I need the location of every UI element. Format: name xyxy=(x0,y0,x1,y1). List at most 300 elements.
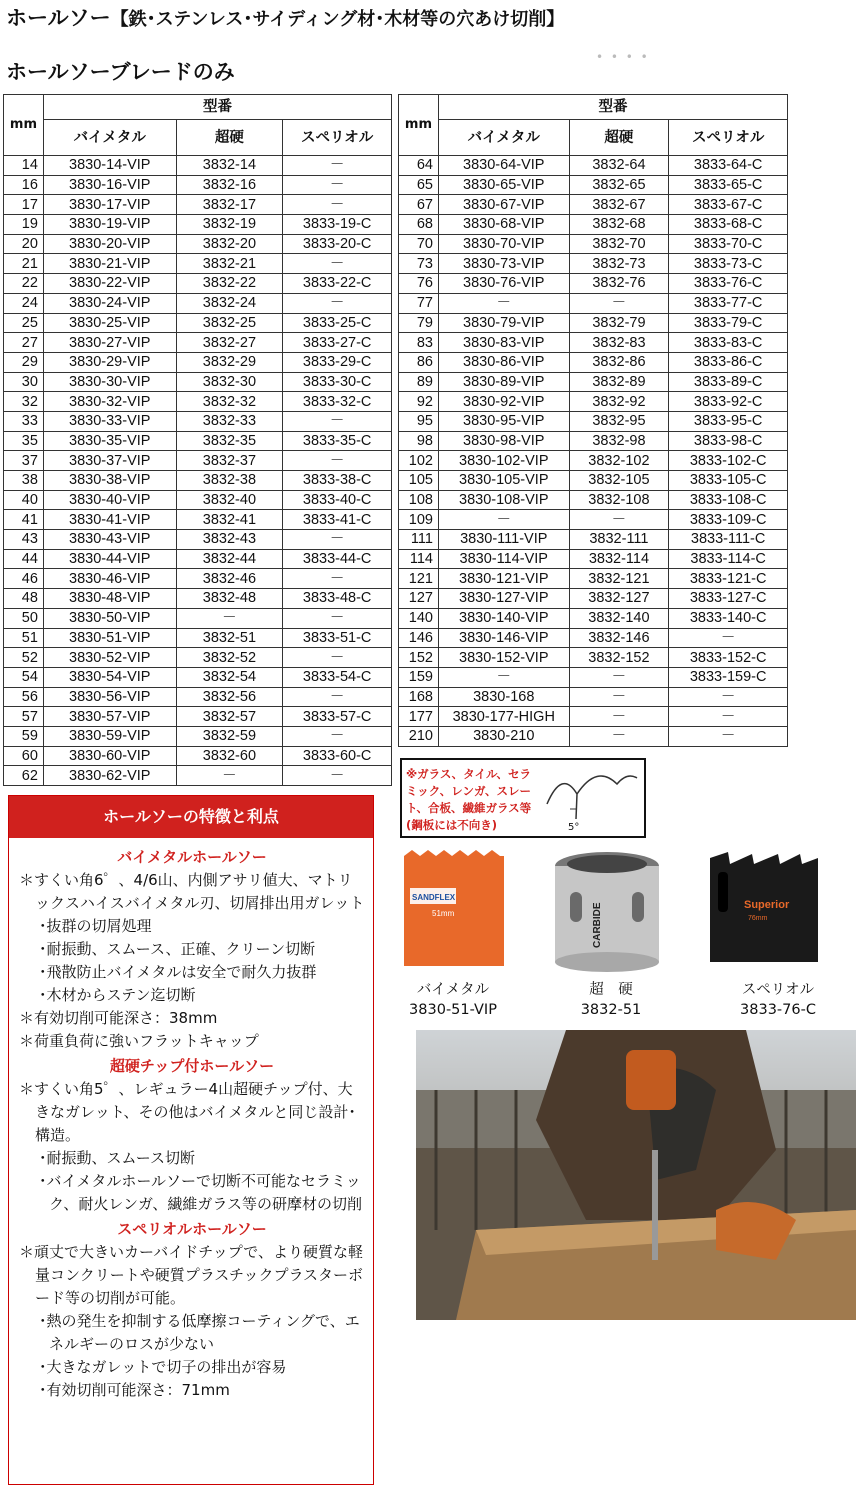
features-box xyxy=(8,795,374,1485)
cell-mm: 62 xyxy=(4,766,44,786)
spec-table-left xyxy=(3,94,392,786)
spec-table-right xyxy=(398,94,788,747)
product-label-bimetal xyxy=(398,980,508,1020)
superior-holesaw-image xyxy=(708,848,820,968)
cell-superior: － xyxy=(283,293,392,313)
cell-mm: 50 xyxy=(4,608,44,628)
cell-carbide: 3832-73 xyxy=(569,254,669,274)
cell-superior: 3833-38-C xyxy=(283,471,392,491)
table-row xyxy=(399,156,788,176)
cell-carbide: 3832-19 xyxy=(176,215,283,235)
cell-bimetal: 3830-30-VIP xyxy=(43,372,176,392)
table-row xyxy=(399,333,788,353)
table-row xyxy=(399,293,788,313)
cell-carbide: 3832-51 xyxy=(176,628,283,648)
table-row xyxy=(399,274,788,294)
cell-bimetal: 3830-92-VIP xyxy=(438,392,569,412)
feature-detail: ･熱の発生を抑制する低摩擦コーティングで、エネルギーのロスが少ない xyxy=(39,1312,360,1353)
cell-carbide: 3832-86 xyxy=(569,352,669,372)
table-row xyxy=(399,215,788,235)
bimetal-holesaw-image xyxy=(402,848,506,968)
table-row xyxy=(4,707,392,727)
feature-detail: ･抜群の切屑処理 xyxy=(39,917,152,935)
cell-superior: 3833-51-C xyxy=(283,628,392,648)
cell-bimetal: 3830-121-VIP xyxy=(438,569,569,589)
title-main: ホールソー xyxy=(6,6,111,30)
table-row xyxy=(399,451,788,471)
cell-carbide: 3832-54 xyxy=(176,667,283,687)
cell-carbide: 3832-38 xyxy=(176,471,283,491)
bimetal-title: バイメタルホールソー xyxy=(117,848,267,866)
cell-mm: 22 xyxy=(4,274,44,294)
cell-mm: 24 xyxy=(4,293,44,313)
cell-superior: 3833-41-C xyxy=(283,510,392,530)
cell-bimetal: 3830-89-VIP xyxy=(438,372,569,392)
table-row xyxy=(4,156,392,176)
cell-bimetal: 3830-29-VIP xyxy=(43,352,176,372)
cell-mm: 33 xyxy=(4,411,44,431)
cell-superior: 3833-68-C xyxy=(669,215,788,235)
cell-carbide: 3832-56 xyxy=(176,687,283,707)
table-row xyxy=(399,175,788,195)
table-row xyxy=(4,352,392,372)
cell-mm: 19 xyxy=(4,215,44,235)
cell-superior: － xyxy=(283,726,392,746)
table-row xyxy=(4,510,392,530)
cell-bimetal: 3830-57-VIP xyxy=(43,707,176,727)
table-row xyxy=(399,431,788,451)
table-row xyxy=(4,687,392,707)
table-row xyxy=(399,628,788,648)
cell-mm: 37 xyxy=(4,451,44,471)
cell-bimetal: 3830-102-VIP xyxy=(438,451,569,471)
table-row xyxy=(4,451,392,471)
cell-mm: 52 xyxy=(4,648,44,668)
product-name: スペリオル xyxy=(741,982,815,998)
cell-superior: － xyxy=(669,726,788,746)
cell-superior: － xyxy=(283,411,392,431)
cell-mm: 38 xyxy=(4,471,44,491)
cell-mm: 114 xyxy=(399,549,439,569)
cell-carbide: 3832-121 xyxy=(569,569,669,589)
product-label-carbide xyxy=(556,980,666,1020)
cell-bimetal: 3830-14-VIP xyxy=(43,156,176,176)
cell-superior: － xyxy=(283,451,392,471)
cell-superior: 3833-127-C xyxy=(669,589,788,609)
bimetal-brand: SANDFLEX xyxy=(412,893,456,902)
cell-superior: － xyxy=(283,530,392,550)
cell-carbide: 3832-68 xyxy=(569,215,669,235)
feature-bullet: ＊頑丈で大きいカーバイドチップで、より硬質な軽量コンクリートや硬質プラスチックプラスターボード等の切削が可能。 xyxy=(19,1243,364,1307)
cell-carbide: － xyxy=(569,667,669,687)
cell-mm: 92 xyxy=(399,392,439,412)
feature-bullet: ＊すくい角5゜、レギュラー4山超硬チップ付、大きなガレット、その他はバイメタルと同じ設計･構造。 xyxy=(19,1080,356,1144)
table-row xyxy=(4,490,392,510)
cell-superior: － xyxy=(283,156,392,176)
feature-detail: ･耐振動、スムース切断 xyxy=(39,1149,196,1167)
cell-carbide: 3832-146 xyxy=(569,628,669,648)
cell-superior: 3833-83-C xyxy=(669,333,788,353)
cell-bimetal: 3830-40-VIP xyxy=(43,490,176,510)
header-model: 型番 xyxy=(438,95,787,120)
cell-bimetal: 3830-56-VIP xyxy=(43,687,176,707)
cell-carbide: 3832-111 xyxy=(569,530,669,550)
cell-bimetal: 3830-64-VIP xyxy=(438,156,569,176)
cell-carbide: 3832-48 xyxy=(176,589,283,609)
feature-detail: ･大きなガレットで切子の排出が容易 xyxy=(39,1358,287,1376)
cell-mm: 32 xyxy=(4,392,44,412)
cell-mm: 43 xyxy=(4,530,44,550)
cell-mm: 159 xyxy=(399,667,439,687)
cell-mm: 56 xyxy=(4,687,44,707)
table-row xyxy=(399,726,788,746)
page-title xyxy=(6,2,564,32)
cell-bimetal: 3830-46-VIP xyxy=(43,569,176,589)
cell-mm: 210 xyxy=(399,726,439,746)
table-row xyxy=(399,667,788,687)
cell-mm: 30 xyxy=(4,372,44,392)
cell-superior: － xyxy=(283,648,392,668)
cell-mm: 16 xyxy=(4,175,44,195)
superior-brand: Superior xyxy=(744,899,790,911)
cell-mm: 44 xyxy=(4,549,44,569)
cell-mm: 64 xyxy=(399,156,439,176)
product-code: 3833-76-C xyxy=(740,1002,816,1018)
cell-mm: 17 xyxy=(4,195,44,215)
cell-mm: 21 xyxy=(4,254,44,274)
cell-superior: 3833-86-C xyxy=(669,352,788,372)
cell-superior: 3833-70-C xyxy=(669,234,788,254)
feature-detail: ･耐振動、スムース、正確、クリーン切断 xyxy=(39,940,316,958)
cell-carbide: 3832-52 xyxy=(176,648,283,668)
cell-bimetal: 3830-65-VIP xyxy=(438,175,569,195)
cell-mm: 54 xyxy=(4,667,44,687)
cell-superior: 3833-77-C xyxy=(669,293,788,313)
table-row xyxy=(4,175,392,195)
cell-carbide: 3832-35 xyxy=(176,431,283,451)
features-body xyxy=(9,838,373,1402)
header-superior: スペリオル xyxy=(669,120,788,156)
table-row xyxy=(399,530,788,550)
cell-carbide: 3832-27 xyxy=(176,333,283,353)
cell-carbide: 3832-114 xyxy=(569,549,669,569)
cell-mm: 35 xyxy=(4,431,44,451)
table-row xyxy=(399,569,788,589)
table-row xyxy=(4,667,392,687)
cell-bimetal: 3830-95-VIP xyxy=(438,411,569,431)
header-mm: mm xyxy=(399,95,439,156)
cell-mm: 109 xyxy=(399,510,439,530)
cell-mm: 57 xyxy=(4,707,44,727)
table-row xyxy=(399,510,788,530)
cell-mm: 79 xyxy=(399,313,439,333)
cell-mm: 83 xyxy=(399,333,439,353)
table-row xyxy=(399,254,788,274)
cell-superior: － xyxy=(283,608,392,628)
cell-mm: 41 xyxy=(4,510,44,530)
table-row xyxy=(399,471,788,491)
carbide-holesaw-image xyxy=(552,848,662,968)
feature-bullet: ＊有効切削可能深さ：38mm xyxy=(19,1009,218,1027)
table-row xyxy=(4,628,392,648)
table-row xyxy=(4,746,392,766)
product-code: 3832-51 xyxy=(580,1002,642,1018)
cell-superior: － xyxy=(283,569,392,589)
cell-bimetal: 3830-111-VIP xyxy=(438,530,569,550)
cell-superior: 3833-140-C xyxy=(669,608,788,628)
cell-bimetal: 3830-33-VIP xyxy=(43,411,176,431)
table-row xyxy=(399,490,788,510)
cell-mm: 77 xyxy=(399,293,439,313)
cell-superior: － xyxy=(669,687,788,707)
cell-bimetal: 3830-168 xyxy=(438,687,569,707)
bimetal-list xyxy=(19,869,365,1053)
drilling-photo xyxy=(416,1030,856,1320)
cell-superior: 3833-159-C xyxy=(669,667,788,687)
cell-carbide: － xyxy=(176,608,283,628)
cell-bimetal: 3830-54-VIP xyxy=(43,667,176,687)
table-row xyxy=(399,392,788,412)
bimetal-size: 51mm xyxy=(432,909,455,918)
cell-superior: 3833-22-C xyxy=(283,274,392,294)
cell-superior: 3833-44-C xyxy=(283,549,392,569)
header-model: 型番 xyxy=(43,95,391,120)
table-row xyxy=(4,372,392,392)
table-row xyxy=(4,726,392,746)
table-row xyxy=(4,195,392,215)
header-mm: mm xyxy=(4,95,44,156)
cell-bimetal: 3830-67-VIP xyxy=(438,195,569,215)
cell-bimetal: 3830-22-VIP xyxy=(43,274,176,294)
cell-bimetal: － xyxy=(438,293,569,313)
cell-carbide: 3832-98 xyxy=(569,431,669,451)
cell-superior: 3833-121-C xyxy=(669,569,788,589)
cell-carbide: 3832-102 xyxy=(569,451,669,471)
table-row xyxy=(399,372,788,392)
cell-superior: 3833-64-C xyxy=(669,156,788,176)
cell-mm: 76 xyxy=(399,274,439,294)
cell-bimetal: 3830-35-VIP xyxy=(43,431,176,451)
cell-superior: 3833-20-C xyxy=(283,234,392,254)
cell-carbide: 3832-20 xyxy=(176,234,283,254)
cell-carbide: 3832-83 xyxy=(569,333,669,353)
cell-bimetal: 3830-27-VIP xyxy=(43,333,176,353)
cell-bimetal: 3830-79-VIP xyxy=(438,313,569,333)
product-label-superior xyxy=(720,980,836,1020)
cell-mm: 127 xyxy=(399,589,439,609)
carbide-brand: CARBIDE xyxy=(592,902,603,948)
cell-carbide: 3832-67 xyxy=(569,195,669,215)
cell-superior: 3833-89-C xyxy=(669,372,788,392)
header-bimetal: バイメタル xyxy=(43,120,176,156)
feature-detail: ･木材からステン迄切断 xyxy=(39,986,196,1004)
cell-superior: 3833-73-C xyxy=(669,254,788,274)
cell-carbide: 3832-25 xyxy=(176,313,283,333)
table-row xyxy=(399,352,788,372)
cell-carbide: 3832-43 xyxy=(176,530,283,550)
cell-carbide: 3832-60 xyxy=(176,746,283,766)
cell-bimetal: 3830-83-VIP xyxy=(438,333,569,353)
cell-carbide: 3832-152 xyxy=(569,648,669,668)
cell-carbide: 3832-21 xyxy=(176,254,283,274)
cell-bimetal: － xyxy=(438,667,569,687)
cell-bimetal: 3830-70-VIP xyxy=(438,234,569,254)
cell-superior: 3833-48-C xyxy=(283,589,392,609)
table-row xyxy=(4,648,392,668)
cell-bimetal: 3830-76-VIP xyxy=(438,274,569,294)
cell-mm: 68 xyxy=(399,215,439,235)
cell-superior: 3833-108-C xyxy=(669,490,788,510)
cell-superior: 3833-25-C xyxy=(283,313,392,333)
cell-mm: 46 xyxy=(4,569,44,589)
cell-superior: － xyxy=(669,707,788,727)
cell-mm: 29 xyxy=(4,352,44,372)
cell-superior: － xyxy=(283,687,392,707)
cell-superior: 3833-57-C xyxy=(283,707,392,727)
cell-mm: 51 xyxy=(4,628,44,648)
cell-superior: 3833-79-C xyxy=(669,313,788,333)
superior-list xyxy=(19,1241,365,1402)
cell-carbide: 3832-140 xyxy=(569,608,669,628)
cell-carbide: 3832-40 xyxy=(176,490,283,510)
cell-mm: 105 xyxy=(399,471,439,491)
cell-carbide: － xyxy=(569,726,669,746)
cell-superior: 3833-29-C xyxy=(283,352,392,372)
cell-superior: － xyxy=(283,195,392,215)
cell-mm: 20 xyxy=(4,234,44,254)
cell-carbide: 3832-76 xyxy=(569,274,669,294)
table-row xyxy=(4,313,392,333)
cell-bimetal: 3830-32-VIP xyxy=(43,392,176,412)
cell-bimetal: 3830-146-VIP xyxy=(438,628,569,648)
cell-bimetal: 3830-62-VIP xyxy=(43,766,176,786)
cell-mm: 121 xyxy=(399,569,439,589)
cell-mm: 102 xyxy=(399,451,439,471)
cell-bimetal: 3830-19-VIP xyxy=(43,215,176,235)
cell-bimetal: － xyxy=(438,510,569,530)
cell-carbide: － xyxy=(569,293,669,313)
cell-carbide: 3832-46 xyxy=(176,569,283,589)
cell-mm: 86 xyxy=(399,352,439,372)
cell-bimetal: 3830-114-VIP xyxy=(438,549,569,569)
cell-superior: 3833-76-C xyxy=(669,274,788,294)
table-row xyxy=(4,254,392,274)
cell-mm: 98 xyxy=(399,431,439,451)
cell-carbide: 3832-17 xyxy=(176,195,283,215)
cell-superior: 3833-35-C xyxy=(283,431,392,451)
cell-carbide: 3832-105 xyxy=(569,471,669,491)
feature-bullet: ＊すくい角6゜、4/6山、内側アサリ値大、マトリックスハイスバイメタル刃、切屑排出用ガレット xyxy=(19,871,365,912)
cell-mm: 14 xyxy=(4,156,44,176)
cell-bimetal: 3830-41-VIP xyxy=(43,510,176,530)
table-row xyxy=(399,411,788,431)
cell-superior: 3833-152-C xyxy=(669,648,788,668)
features-header: ホールソーの特徴と利点 xyxy=(9,796,373,838)
cell-carbide: 3832-44 xyxy=(176,549,283,569)
cell-superior: 3833-105-C xyxy=(669,471,788,491)
table-row xyxy=(4,234,392,254)
table-row xyxy=(4,530,392,550)
cell-bimetal: 3830-37-VIP xyxy=(43,451,176,471)
table-row xyxy=(4,333,392,353)
cell-bimetal: 3830-73-VIP xyxy=(438,254,569,274)
cell-carbide: 3832-14 xyxy=(176,156,283,176)
table-row xyxy=(4,766,392,786)
cell-superior: 3833-30-C xyxy=(283,372,392,392)
cell-superior: 3833-60-C xyxy=(283,746,392,766)
header-carbide: 超硬 xyxy=(569,120,669,156)
note-text: ※ガラス、タイル、セラミック、レンガ、スレート、合板、繊維ガラス等(鋼板には不向き) xyxy=(406,767,532,832)
cell-carbide: 3832-29 xyxy=(176,352,283,372)
cell-bimetal: 3830-177-HIGH xyxy=(438,707,569,727)
cell-carbide: 3832-79 xyxy=(569,313,669,333)
cell-bimetal: 3830-16-VIP xyxy=(43,175,176,195)
carbide-list xyxy=(19,1078,365,1216)
angle-label: 5° xyxy=(568,822,580,833)
table-row xyxy=(399,608,788,628)
cell-bimetal: 3830-86-VIP xyxy=(438,352,569,372)
cell-mm: 25 xyxy=(4,313,44,333)
cell-bimetal: 3830-17-VIP xyxy=(43,195,176,215)
cell-carbide: 3832-16 xyxy=(176,175,283,195)
header-carbide: 超硬 xyxy=(176,120,283,156)
cell-mm: 177 xyxy=(399,707,439,727)
table-row xyxy=(4,411,392,431)
cell-carbide: 3832-70 xyxy=(569,234,669,254)
table-row xyxy=(4,569,392,589)
cell-mm: 40 xyxy=(4,490,44,510)
cell-carbide: － xyxy=(569,687,669,707)
cell-superior: 3833-54-C xyxy=(283,667,392,687)
cell-carbide: 3832-41 xyxy=(176,510,283,530)
cell-carbide: － xyxy=(176,766,283,786)
table-row xyxy=(4,215,392,235)
cell-superior: － xyxy=(283,254,392,274)
cell-superior: 3833-98-C xyxy=(669,431,788,451)
header-superior: スペリオル xyxy=(283,120,392,156)
table-row xyxy=(399,195,788,215)
cell-bimetal: 3830-108-VIP xyxy=(438,490,569,510)
cell-mm: 140 xyxy=(399,608,439,628)
cell-superior: － xyxy=(283,175,392,195)
cell-carbide: 3832-65 xyxy=(569,175,669,195)
cell-superior: 3833-102-C xyxy=(669,451,788,471)
table-row xyxy=(4,293,392,313)
cell-bimetal: 3830-52-VIP xyxy=(43,648,176,668)
header-bimetal: バイメタル xyxy=(438,120,569,156)
table-row xyxy=(399,589,788,609)
cell-bimetal: 3830-50-VIP xyxy=(43,608,176,628)
cell-mm: 67 xyxy=(399,195,439,215)
cell-superior: － xyxy=(669,628,788,648)
table-row xyxy=(399,648,788,668)
cell-superior: 3833-95-C xyxy=(669,411,788,431)
table-row xyxy=(399,687,788,707)
table-row xyxy=(4,471,392,491)
table-row xyxy=(399,313,788,333)
cell-superior: 3833-109-C xyxy=(669,510,788,530)
cell-superior: 3833-40-C xyxy=(283,490,392,510)
cell-bimetal: 3830-152-VIP xyxy=(438,648,569,668)
cell-bimetal: 3830-127-VIP xyxy=(438,589,569,609)
feature-bullet: ＊荷重負荷に強いフラットキャップ xyxy=(19,1032,259,1050)
table-row xyxy=(4,274,392,294)
cell-bimetal: 3830-51-VIP xyxy=(43,628,176,648)
decorative-dots: • • • • xyxy=(596,50,650,64)
feature-detail: ･バイメタルホールソーで切断不可能なセラミック、耐火レンガ、繊維ガラス等の研摩材の切削 xyxy=(39,1172,362,1213)
cell-mm: 89 xyxy=(399,372,439,392)
carbide-title: 超硬チップ付ホールソー xyxy=(109,1057,275,1075)
